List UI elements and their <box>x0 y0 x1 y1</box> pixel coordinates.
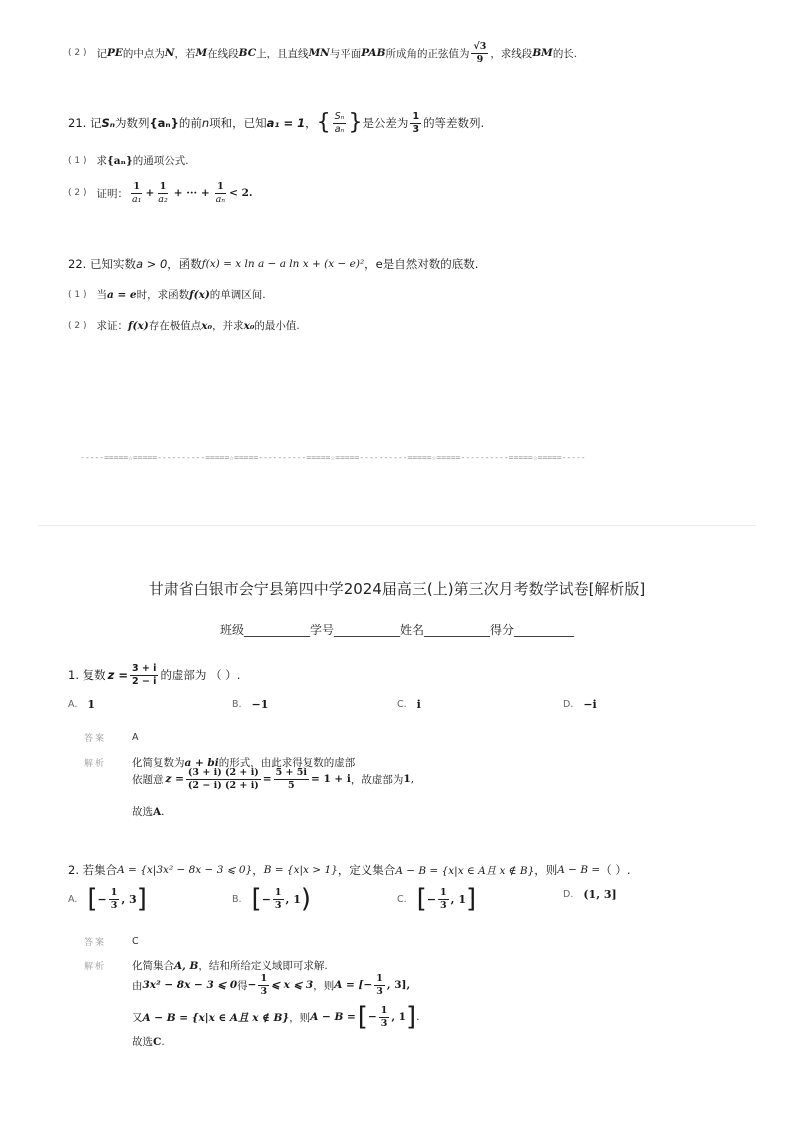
fraction: $\frac{1}{3}$ <box>260 973 268 997</box>
q1-option-c[interactable]: C. i <box>397 698 421 711</box>
right-brace: } <box>348 110 363 135</box>
fraction: $\frac{1}{\text{a₁}}$ <box>131 181 142 205</box>
part-number: ( 2 ) <box>68 48 87 58</box>
fraction: $\frac{5 + 5i}{5}$ <box>275 767 308 791</box>
q21-stem: 21. 记 Sₙ 为数列 {aₙ} 的前 n 项和，已知 a₁ = 1 ， { $\frac{\text{Sₙ}}{\text{aₙ}}$ } 是公差为 $\frac{1}{3}$ 的等差数列. <box>68 110 485 135</box>
q2-answer: 答案 C <box>84 936 139 948</box>
part-number: ( 2 ) <box>68 188 87 198</box>
q2-option-d[interactable]: D. (1, 3] <box>563 888 617 901</box>
part-number: ( 1 ) <box>68 155 87 166</box>
page-title: 甘肃省白银市会宁县第四中学2024届高三(上)第三次月考数学试卷[解析版] <box>148 580 646 598</box>
q1-option-a[interactable]: A. 1 <box>68 698 96 711</box>
star-divider: -----=====☆=====----------=====☆=====----------=====☆=====----------=====☆=====----------=====☆=====----- <box>80 453 586 462</box>
q2-option-a[interactable]: A. [ − $\frac{1}{3}$ , 3 ] <box>68 884 147 914</box>
q2-stem: 2. 若集合 A = {x|3x² − 8x − 3 ⩽ 0} ， B = {x|x > 1} ，定义集合 A − B = {x|x ∈ A且 x ∉ B} ，则 A − B = （ ）. <box>68 863 631 877</box>
fraction: $\frac{(3 + i) (2 + i)}{(2 - i) (2 + i)}$ <box>187 767 259 791</box>
q2-analysis-line1: 解析 化简集合 A, B ，结和所给定义域即可求解. <box>84 959 328 972</box>
q2-analysis-line4: 故选 C . <box>132 1035 165 1048</box>
q1-answer: 答案 A <box>84 732 139 744</box>
fraction: $\frac{3 + i}{2 - i}$ <box>131 663 157 687</box>
q21-part2: ( 2 ) 证明： $\frac{1}{\text{a₁}}$ + $\frac{1}{\text{a₂}}$ + ··· + $\frac{1}{\text{aₙ}}$ < 2. <box>68 181 253 205</box>
left-brace: { <box>316 110 331 135</box>
fraction: $\frac{1}{3}$ <box>412 111 420 135</box>
q2-option-b[interactable]: B. [ − $\frac{1}{3}$ , 1 ) <box>232 884 312 914</box>
q1-analysis-line2: 依题意 z = $\frac{(3 + i) (2 + i)}{(2 - i) (2 + i)}$ = $\frac{5 + 5i}{5}$ = 1 + i ，故虚部为 1 , <box>132 767 415 791</box>
fraction: $\frac{1}{3}$ <box>380 1005 388 1029</box>
q2-analysis-line2: 由 3x² − 8x − 3 ⩽ 0 得 − $\frac{1}{3}$ ⩽ x ⩽ 3 ，则 A = [− $\frac{1}{3}$ , 3], <box>132 973 411 997</box>
part-number: ( 2 ) <box>68 320 87 331</box>
q22-stem: 22. 已知实数 a > 0 ，函数 f(x) = x ln a − a ln x + (x − e)² ，e是自然对数的底数. <box>68 257 479 271</box>
fraction: $\frac{1}{3}$ <box>274 887 282 911</box>
fraction: $\frac{1}{\text{a₂}}$ <box>158 181 168 205</box>
q1-option-d[interactable]: D. −i <box>563 698 597 711</box>
fraction: $\frac{√3}{9}$ <box>473 41 487 65</box>
q1-analysis-line1: 解析 化简复数为 a + bi 的形式，由此求得复数的虚部 <box>84 756 356 769</box>
q1-stem: 1. 复数 z = $\frac{3 + i}{2 - i}$ 的虚部为 （ ）. <box>68 663 241 687</box>
q2-analysis-line3: 又 A − B = {x|x ∈ A且 x ∉ B} ，则 A − B = [ − $\frac{1}{3}$ , 1 ] . <box>132 1002 420 1032</box>
q22-part1: ( 1 ) 当 a = e 时，求函数 f(x) 的单调区间. <box>68 288 266 301</box>
q20-part2: ( 2 ) 记 PE 的中点为 N ，若 M 在线段 BC 上，且直线 MN 与平面 PAB 所成角的正弦值为 $\frac{√3}{9}$ ，求线段 BM 的长. <box>68 41 578 65</box>
q21-part1: ( 1 ) 求 {aₙ} 的通项公式. <box>68 154 189 167</box>
q2-option-c[interactable]: C. [ − $\frac{1}{3}$ , 1 ] <box>397 884 477 914</box>
fraction: $\frac{1}{\text{aₙ}}$ <box>215 181 226 205</box>
fraction: $\frac{1}{3}$ <box>110 887 118 911</box>
q22-part2: ( 2 ) 求证： f(x) 存在极值点 x₀ ，并求 x₀ 的最小值. <box>68 319 300 332</box>
fraction: $\frac{\text{Sₙ}}{\text{aₙ}}$ <box>334 111 345 135</box>
student-info-line: 班级___________学号___________姓名___________得分__________ <box>219 623 574 637</box>
part-number: ( 1 ) <box>68 289 87 300</box>
fraction: $\frac{1}{3}$ <box>440 887 447 911</box>
fraction: $\frac{1}{3}$ <box>376 973 383 997</box>
page-separator <box>38 525 756 526</box>
q1-analysis-line3: 故选 A . <box>132 805 165 818</box>
q1-option-b[interactable]: B. −1 <box>232 698 269 711</box>
